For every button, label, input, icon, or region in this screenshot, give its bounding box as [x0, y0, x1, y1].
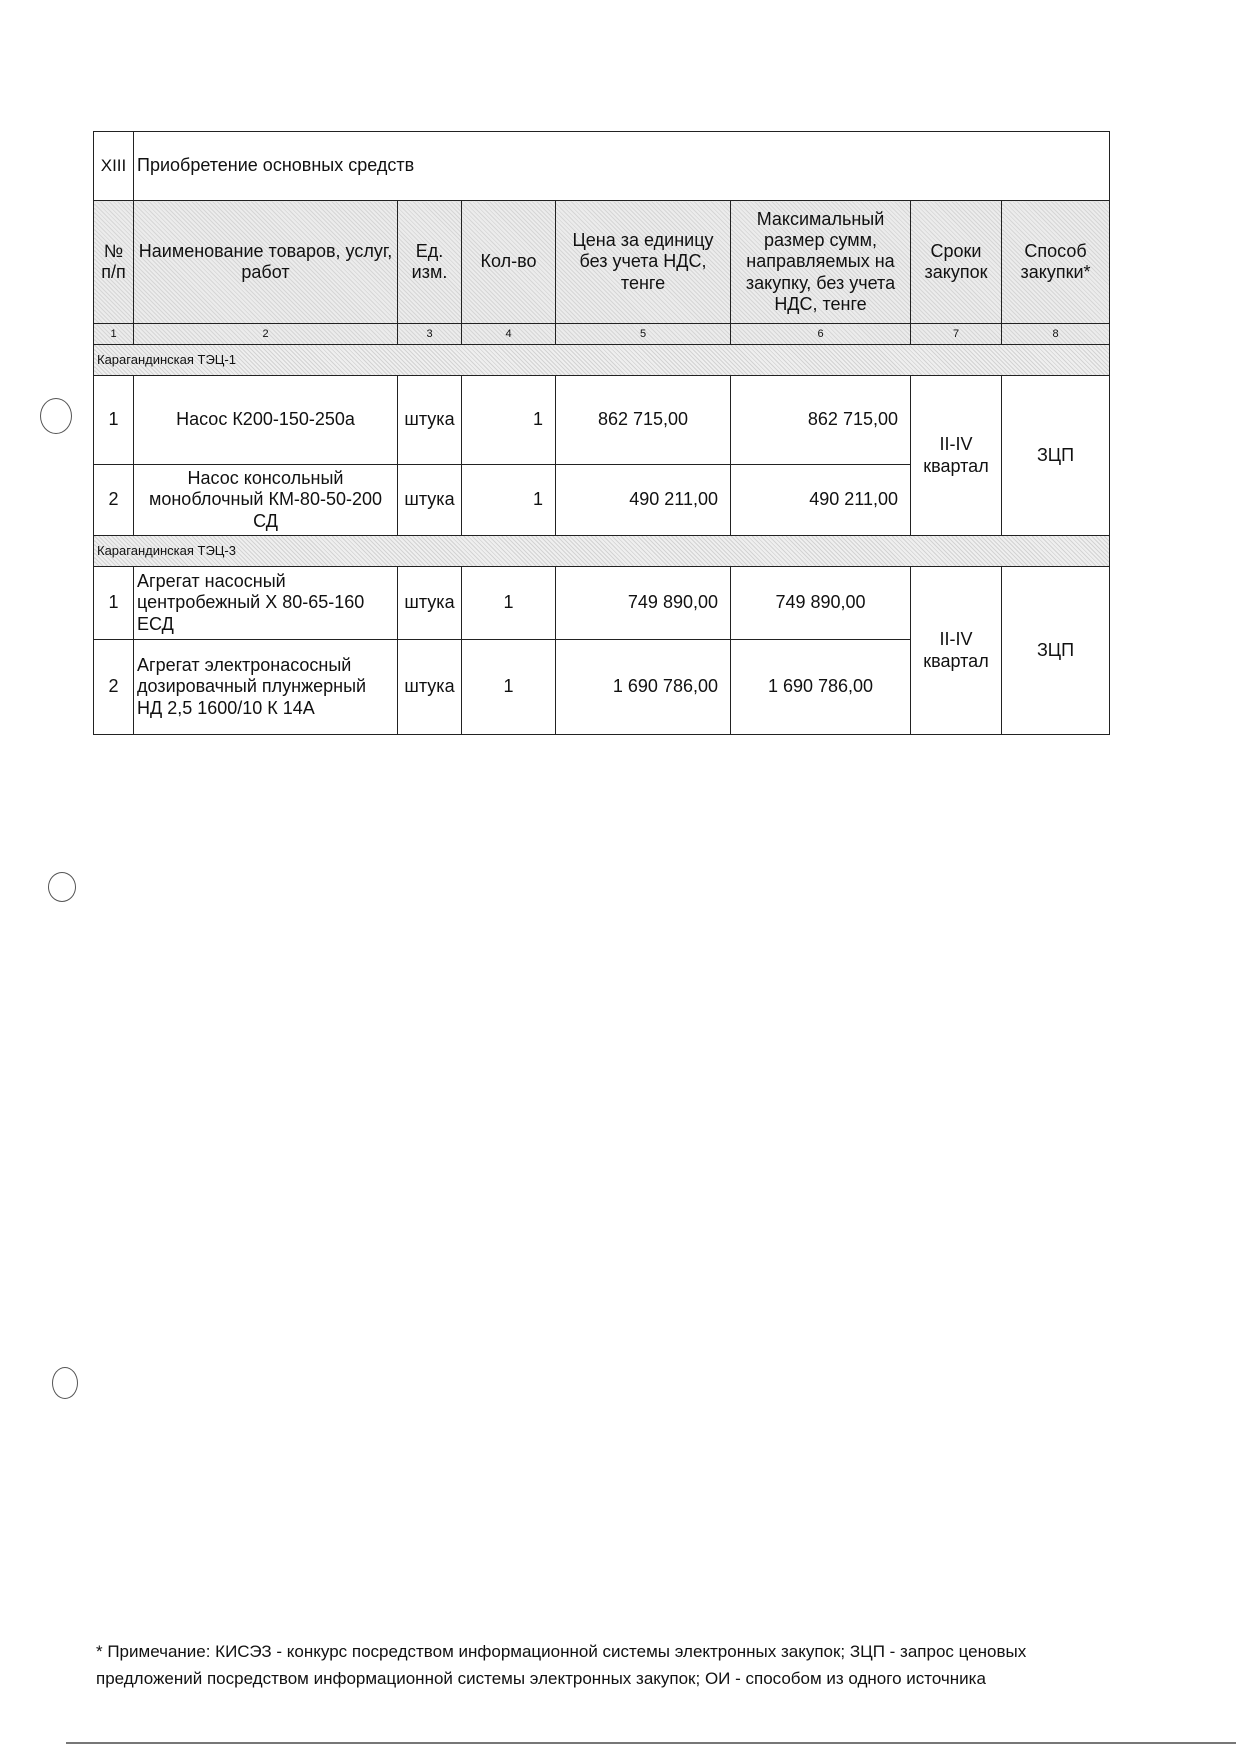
- item-name: Агрегат насосный центробежный X 80-65-160 ЕСД: [134, 567, 398, 640]
- header-method: Способ закупки*: [1002, 201, 1110, 324]
- item-unit: штука: [398, 567, 462, 640]
- header-name: Наименование товаров, услуг, работ: [134, 201, 398, 324]
- item-price: 862 715,00: [556, 376, 731, 465]
- group-name: Карагандинская ТЭЦ-3: [94, 536, 1110, 567]
- header-row: [94, 201, 1110, 324]
- item-total: 490 211,00: [731, 465, 911, 536]
- header-period: Сроки закупок: [911, 201, 1002, 324]
- column-index: 5: [556, 324, 731, 345]
- group-row-tec1: [94, 345, 1110, 376]
- item-name: Насос консольный моноблочный КМ-80-50-200 СД: [134, 465, 398, 536]
- header-num: № п/п: [94, 201, 134, 324]
- item-num: 1: [94, 376, 134, 465]
- group-name: Карагандинская ТЭЦ-1: [94, 345, 1110, 376]
- header-unit: Ед. изм.: [398, 201, 462, 324]
- column-index: 1: [94, 324, 134, 345]
- item-total: 749 890,00: [731, 567, 911, 640]
- item-total: 1 690 786,00: [731, 640, 911, 735]
- section-title: Приобретение основных средств: [134, 132, 1110, 201]
- binder-hole-mark: [40, 398, 72, 434]
- header-price: Цена за единицу без учета НДС, тенге: [556, 201, 731, 324]
- header-total: Максимальный размер сумм, направляемых на закупку, без учета НДС, тенге: [731, 201, 911, 324]
- item-qty: 1: [462, 567, 556, 640]
- item-qty: 1: [462, 640, 556, 735]
- footnote: * Примечание: КИСЭЗ - конкурс посредством информационной системы электронных закупок; ЗЦП - запрос ценовых предложений посредством информационной системы электронных закупок; ОИ - способом из одного источника: [96, 1642, 1027, 1688]
- table-row: [94, 376, 1110, 465]
- column-index: 7: [911, 324, 1002, 345]
- item-unit: штука: [398, 640, 462, 735]
- item-period: II-IV квартал: [911, 567, 1002, 735]
- table-row: [94, 567, 1110, 640]
- item-unit: штука: [398, 376, 462, 465]
- item-method: ЗЦП: [1002, 376, 1110, 536]
- column-index: 4: [462, 324, 556, 345]
- item-unit: штука: [398, 465, 462, 536]
- item-qty: 1: [462, 465, 556, 536]
- page-bottom-edge: [66, 1742, 1236, 1744]
- item-name: Насос К200-150-250а: [134, 376, 398, 465]
- column-index-row: [94, 324, 1110, 345]
- section-number: XIII: [94, 132, 134, 201]
- item-period: II-IV квартал: [911, 376, 1002, 536]
- item-method: ЗЦП: [1002, 567, 1110, 735]
- column-index: 8: [1002, 324, 1110, 345]
- column-index: 3: [398, 324, 462, 345]
- item-price: 749 890,00: [556, 567, 731, 640]
- item-num: 2: [94, 465, 134, 536]
- procurement-table-wrapper: [93, 131, 1109, 735]
- item-price: 1 690 786,00: [556, 640, 731, 735]
- binder-hole-mark: [48, 872, 76, 902]
- column-index: 2: [134, 324, 398, 345]
- binder-hole-mark: [52, 1367, 78, 1399]
- procurement-table: [93, 131, 1110, 735]
- header-qty: Кол-во: [462, 201, 556, 324]
- item-name: Агрегат электронасосный дозировачный плунжерный НД 2,5 1600/10 К 14А: [134, 640, 398, 735]
- item-num: 1: [94, 567, 134, 640]
- item-total: 862 715,00: [731, 376, 911, 465]
- group-row-tec3: [94, 536, 1110, 567]
- item-qty: 1: [462, 376, 556, 465]
- item-num: 2: [94, 640, 134, 735]
- column-index: 6: [731, 324, 911, 345]
- item-price: 490 211,00: [556, 465, 731, 536]
- section-row: [94, 132, 1110, 201]
